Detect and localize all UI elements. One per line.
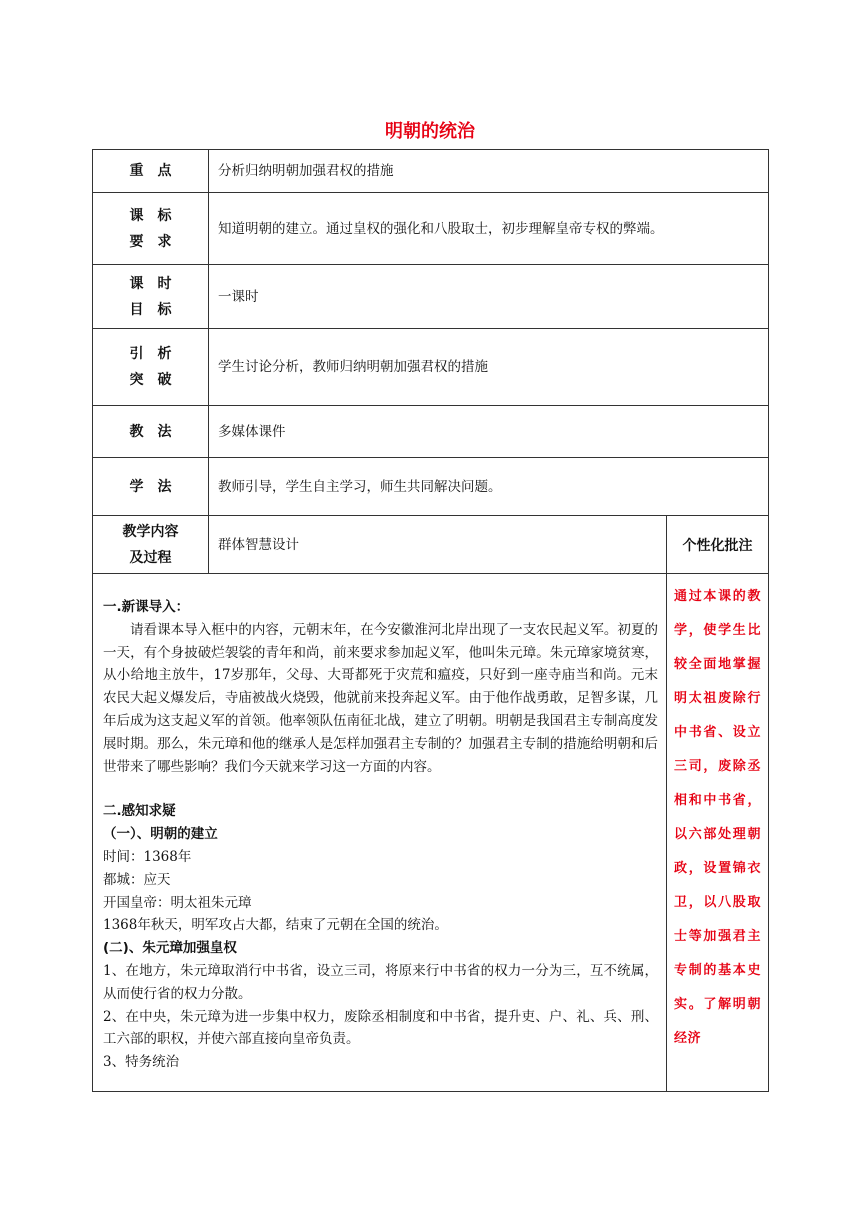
row-label: 引 析 突 破 [93, 329, 209, 406]
row-label: 课 时 目 标 [93, 265, 209, 329]
row-content: 分析归纳明朝加强君权的措施 [209, 150, 769, 193]
row-label: 学 法 [93, 458, 209, 516]
personal-note: 通过本课的教学，使学生比较全面地掌握明太祖废除行中书省、设立三司，废除丞相和中书省，以六部处理朝政，设置锦衣卫，以八股取士等加强君主专制的基本史实。了解明朝经济 [667, 574, 769, 1092]
design-label: 群体智慧设计 [209, 516, 667, 574]
measure-point: 1、在地方，朱元璋取消行中书省，设立三司，将原来行中书省的权力一分为三，互不统属，从而使行省的权力分散。 [103, 962, 658, 1002]
subsection-heading: （一）、明朝的建立 [103, 826, 218, 843]
fact-capital: 都城：应天 [103, 871, 171, 888]
row-label: 重 点 [93, 150, 209, 193]
intro-paragraph: 请看课本导入框中的内容，元朝末年，在今安徽淮河北岸出现了一支农民起义军。初夏的一天，有个身披破烂袈裟的青年和尚，前来要求参加起义军，他叫朱元璋。朱元璋家境贫寒，从小给地主放牛，17岁那年，父母、大哥都死于灾荒和瘟疫，只好到一座寺庙当和尚。元末农民大起义爆发后，寺庙被战火烧毁，他就前来投奔起义军。由于他作战勇敢，足智多谋，几年后成为这支起义军的首领。他率领队伍南征北战，建立了明朝。明朝是我国君主专制高度发展时期。那么，朱元璋和他的继承人是怎样加强君主专制的？加强君主专制的措施给明朝和后世带来了哪些影响？我们今天就来学习这一方面的内容。 [103, 621, 658, 775]
row-content: 一课时 [209, 265, 769, 329]
table-row-focus [93, 150, 769, 193]
note-title: 个性化批注 [667, 516, 769, 574]
row-content: 多媒体课件 [209, 406, 769, 458]
table-row-period [93, 265, 769, 329]
row-content: 学生讨论分析，教师归纳明朝加强君权的措施 [209, 329, 769, 406]
row-content: 教师引导，学生自主学习，师生共同解决问题。 [209, 458, 769, 516]
fact-event: 1368年秋天，明军攻占大都，结束了元朝在全国的统治。 [103, 917, 448, 934]
row-content: 知道明朝的建立。通过皇权的强化和八股取士，初步理解皇帝专权的弊端。 [209, 193, 769, 265]
process-header-row [93, 516, 769, 574]
table-row-breakthrough [93, 329, 769, 406]
table-row-standard [93, 193, 769, 265]
row-label: 教 法 [93, 406, 209, 458]
measure-point: 2、在中央，朱元璋为进一步集中权力，废除丞相制度和中书省，提升吏、户、礼、兵、刑、工六部的职权，并使六部直接向皇帝负责。 [103, 1008, 658, 1048]
lesson-plan-table [92, 149, 769, 1092]
process-body-row [93, 574, 769, 1092]
page-title: 明朝的统治 [385, 121, 475, 142]
process-label: 教学内容 及过程 [93, 516, 209, 574]
table-row-teaching-method [93, 406, 769, 458]
section-heading: 二.感知求疑 [103, 803, 176, 820]
fact-founder: 开国皇帝：明太祖朱元璋 [103, 894, 252, 911]
section-heading: 一.新课导入： [103, 599, 190, 615]
lesson-body [93, 574, 667, 1092]
row-label: 课 标 要 求 [93, 193, 209, 265]
table-row-learning-method [93, 458, 769, 516]
fact-time: 时间：1368年 [103, 848, 192, 865]
subsection-heading: (二)、朱元璋加强皇权 [103, 940, 237, 957]
measure-point: 3、特务统治 [103, 1054, 180, 1071]
